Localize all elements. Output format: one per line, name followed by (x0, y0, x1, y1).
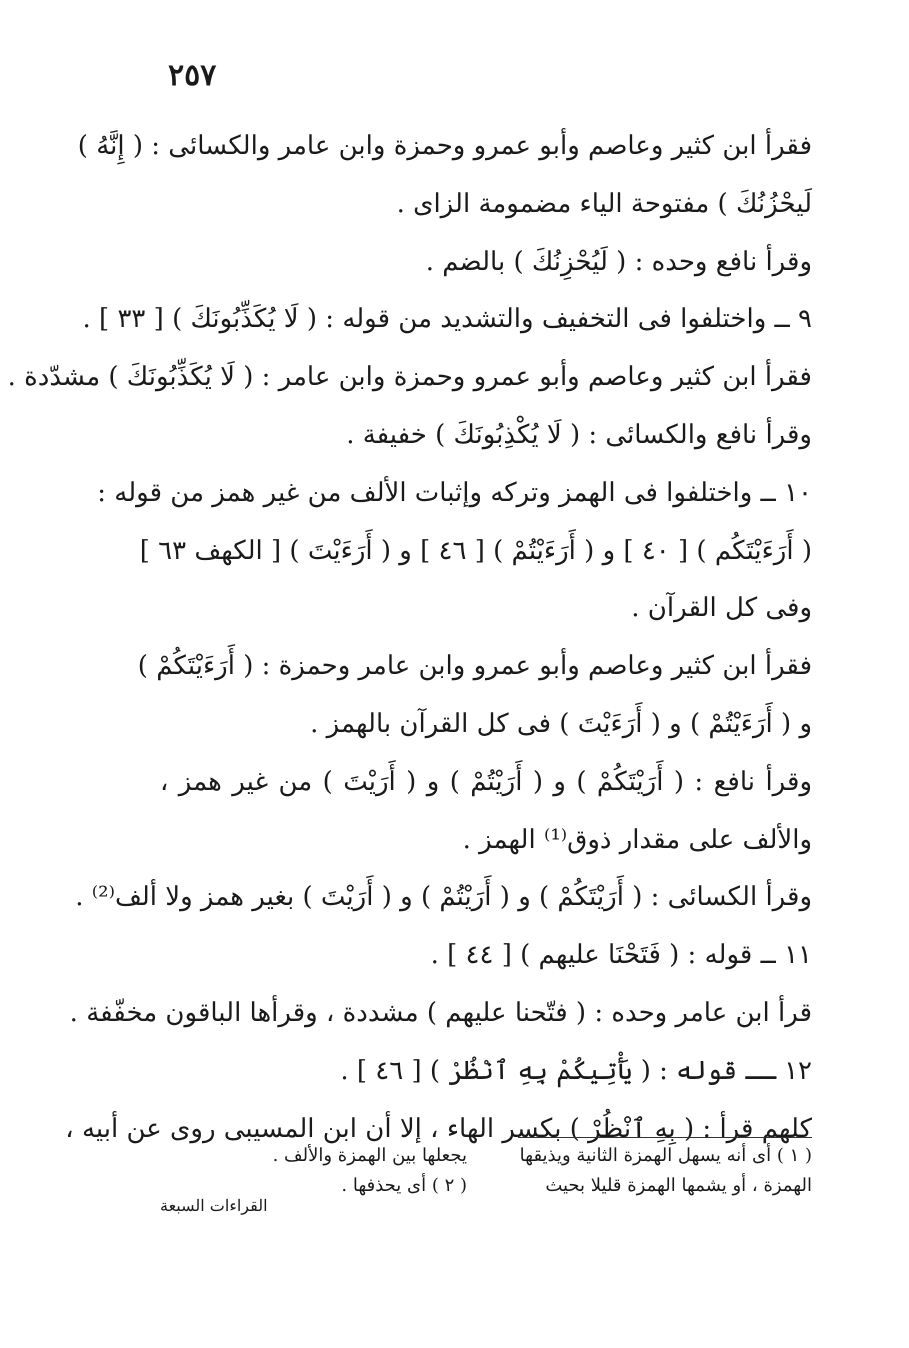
text-line: ١٢ ــ قوله : ( يَأْتِيكُمْ بِهِ ٱنْظُرْ ) [ ٤٦ ] . (340, 1055, 812, 1086)
text-line: و ( أَرَءَيْتُمْ ) و ( أَرَءَيْتَ ) فى كل القرآن بالهمز . (310, 708, 812, 739)
text-line: فقرأ ابن كثير وعاصم وأبو عمرو وحمزة وابن عامر : ( لَا يُكَذِّبُونَكَ ) مشدّدة . (7, 362, 812, 393)
text-line: وفى كل القرآن . (631, 593, 812, 624)
text-line: فقرأ ابن كثير وعاصم وأبو عمرو وحمزة وابن عامر والكسائى : ( إِنَّهُ ) (77, 131, 812, 161)
text-line: والألف على مقدار ذوق⁽¹⁾ الهمز . (462, 824, 812, 855)
text-line: ٩ ــ واختلفوا فى التخفيف والتشديد من قوله : ( لَا يُكَذِّبُونَكَ ) [ ٣٣ ] . (82, 304, 812, 335)
text-line: كلهم قرأ : ( بِهِ ٱنْظُرْ ) بكسر الهاء ، إلا أن ابن المسيبى روى عن أبيه ، (65, 1113, 812, 1144)
text-line: وقرأ الكسائى : ( أَرَيْتَكُمْ ) و ( أَرَيْتُمْ ) و ( أَرَيْتَ ) بغير همز ولا ألف⁽²⁾ . (75, 882, 812, 913)
footnote-text: ( ٢ ) أى يحذفها . (341, 1175, 467, 1196)
text-line: وقرأ نافع والكسائى : ( لَا يُكْذِبُونَكَ ) خفيفة . (346, 419, 812, 450)
text-line: قرأ ابن عامر وحده : ( فتّحنا عليهم ) مشددة ، وقرأها الباقون مخفّفة . (69, 997, 812, 1028)
footnote-text: يجعلها بين الهمزة والألف . (272, 1145, 467, 1166)
main-text (7, 118, 812, 1158)
text-line: لَيحْزُنُكَ ) مفتوحة الياء مضمومة الزاى . (396, 188, 812, 219)
footnote-line (160, 1140, 812, 1172)
footnote-divider (518, 1137, 812, 1138)
text-line: وقرأ نافع : ( أَرَيْتَكُمْ ) و ( أَرَيْتُمْ ) و ( أَرَيْتَ ) من غير همز ، (160, 766, 812, 797)
text-line: ( أَرَءَيْتَكُم ) [ ٤٠ ] و ( أَرَءَيْتُمْ ) [ ٤٦ ] و ( أَرَءَيْتَ ) [ الكهف ٦٣ ] (139, 535, 812, 566)
page-number: ٢٥٧ (168, 58, 217, 93)
text-line: وقرأ نافع وحده : ( لَيُحْزِنُكَ ) بالضم . (425, 246, 812, 277)
text-line: ١١ ــ قوله : ( فَتَحْنَا عليهم ) [ ٤٤ ] . (430, 940, 812, 971)
footnote-text: ( ١ ) أى أنه يسهل الهمزة الثانية ويذيقها (519, 1145, 812, 1166)
text-line: ١٠ ــ واختلفوا فى الهمز وتركه وإثبات الألف من غير همز من قوله : (97, 477, 812, 508)
text-line: فقرأ ابن كثير وعاصم وأبو عمرو وابن عامر وحمزة : ( أَرَءَيْتَكُمْ ) (137, 651, 812, 682)
book-signature: القراءات السبعة (160, 1196, 268, 1215)
footnote-text: الهمزة ، أو يشمها الهمزة قليلا بحيث (545, 1175, 812, 1196)
